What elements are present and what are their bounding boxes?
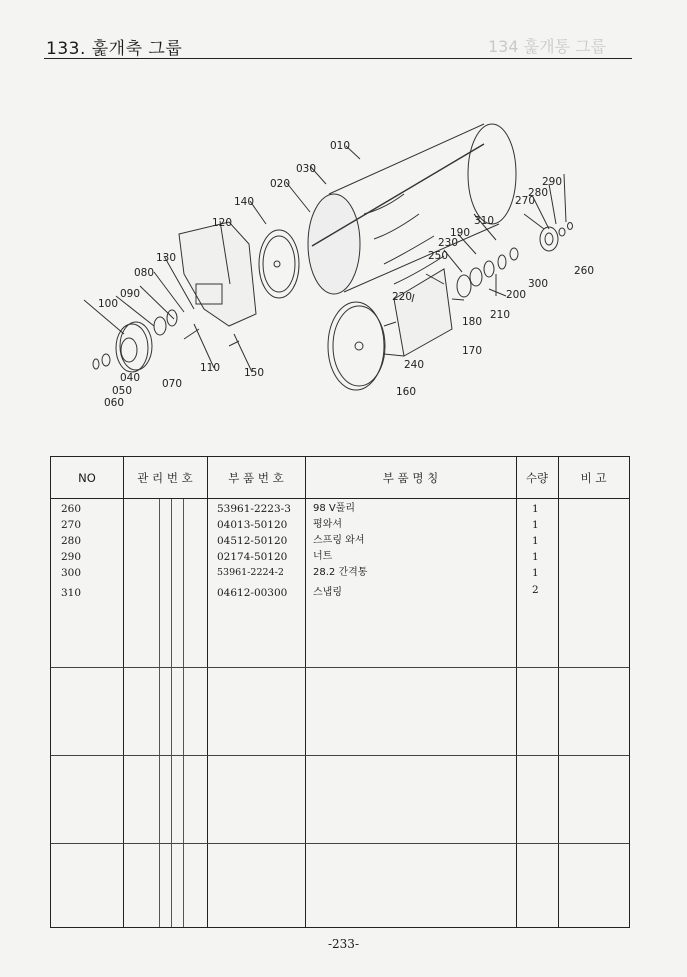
pulley-right <box>540 227 558 251</box>
callout-label: 030 <box>296 163 317 175</box>
callout-label: 070 <box>162 378 183 390</box>
callout-label: 120 <box>212 217 233 229</box>
column-divider <box>558 457 559 927</box>
drum-rear-end <box>468 124 516 224</box>
row-quantity: 1 <box>532 519 539 531</box>
row-quantity: 2 <box>532 584 539 596</box>
parts-table <box>50 456 630 928</box>
row-group-divider <box>51 667 629 668</box>
callout-label: 010 <box>330 140 351 152</box>
header-control-number: 관 리 번 호 <box>123 457 207 499</box>
callout-label: 230 <box>438 237 459 249</box>
row-part-name: 너트 <box>313 551 333 562</box>
row-group-divider <box>51 843 629 844</box>
page-number: -233- <box>327 937 359 951</box>
callout-label: 170 <box>462 345 483 357</box>
callout-label: 080 <box>134 267 155 279</box>
column-divider <box>171 499 172 927</box>
callout-label: 100 <box>98 298 119 310</box>
row-no: 310 <box>61 587 82 599</box>
callout-label: 250 <box>428 250 449 262</box>
callout-label: 270 <box>515 195 536 207</box>
callout-label: 140 <box>234 196 255 208</box>
row-no: 290 <box>61 551 82 563</box>
callout-label: 310 <box>474 215 495 227</box>
callout-label: 050 <box>112 385 133 397</box>
column-divider <box>305 457 306 927</box>
row-quantity: 1 <box>532 535 539 547</box>
header-no: NO <box>51 457 123 499</box>
callout-label: 020 <box>270 178 291 190</box>
callout-label: 130 <box>156 252 177 264</box>
callout-label: 300 <box>528 278 549 290</box>
gearbox <box>394 269 452 356</box>
callout-label: 220 <box>392 291 413 303</box>
row-quantity: 1 <box>532 503 539 515</box>
row-no: 260 <box>61 503 82 515</box>
callout-label: 280 <box>528 187 549 199</box>
bracket-plate <box>179 222 256 326</box>
row-group-divider <box>51 755 629 756</box>
callout-label: 260 <box>574 265 595 277</box>
callout-label: 060 <box>104 397 125 409</box>
row-part-number: 53961-2224-2 <box>217 567 284 578</box>
column-divider <box>159 499 160 927</box>
header-part-number: 부 품 번 호 <box>207 457 305 499</box>
row-part-number: 02174-50120 <box>217 551 288 563</box>
callout-label: 090 <box>120 288 141 300</box>
page-title: 133. 훑개축 그룹 <box>46 39 183 59</box>
row-part-name: 스프링 와셔 <box>313 535 365 546</box>
row-part-number: 04612-00300 <box>217 587 288 599</box>
callout-label: 150 <box>244 367 265 379</box>
callout-label: 210 <box>490 309 511 321</box>
row-quantity: 1 <box>532 551 539 563</box>
row-part-number: 04512-50120 <box>217 535 288 547</box>
column-divider <box>183 499 184 927</box>
header-quantity: 수량 <box>516 457 558 499</box>
column-divider <box>516 457 517 927</box>
callout-label: 290 <box>542 176 563 188</box>
callout-label: 190 <box>450 227 471 239</box>
header-remarks: 비 고 <box>558 457 629 499</box>
bleed-through-text: 134 훑개통 그룹 <box>488 37 606 56</box>
row-part-name: 28.2 간격통 <box>313 567 368 578</box>
callout-label: 110 <box>200 362 221 374</box>
title-rule <box>44 58 632 59</box>
row-part-name: 98 V풀리 <box>313 503 356 514</box>
pulley-left <box>120 322 152 370</box>
callout-label: 160 <box>396 386 417 398</box>
header-part-name: 부 품 명 칭 <box>305 457 516 499</box>
row-quantity: 1 <box>532 567 539 579</box>
row-no: 280 <box>61 535 82 547</box>
diagram-drawing <box>44 64 644 444</box>
row-no: 270 <box>61 519 82 531</box>
column-divider <box>207 457 208 927</box>
callout-label: 040 <box>120 372 141 384</box>
row-part-name: 스냅링 <box>313 587 342 598</box>
column-divider <box>123 457 124 927</box>
row-part-name: 평와셔 <box>313 519 342 530</box>
callout-label: 200 <box>506 289 527 301</box>
exploded-parts-diagram <box>44 64 644 444</box>
callout-label: 180 <box>462 316 483 328</box>
disc-140 <box>259 230 299 298</box>
row-no: 300 <box>61 567 82 579</box>
callout-label: 240 <box>404 359 425 371</box>
row-part-number: 53961-2223-3 <box>217 503 291 515</box>
row-part-number: 04013-50120 <box>217 519 288 531</box>
